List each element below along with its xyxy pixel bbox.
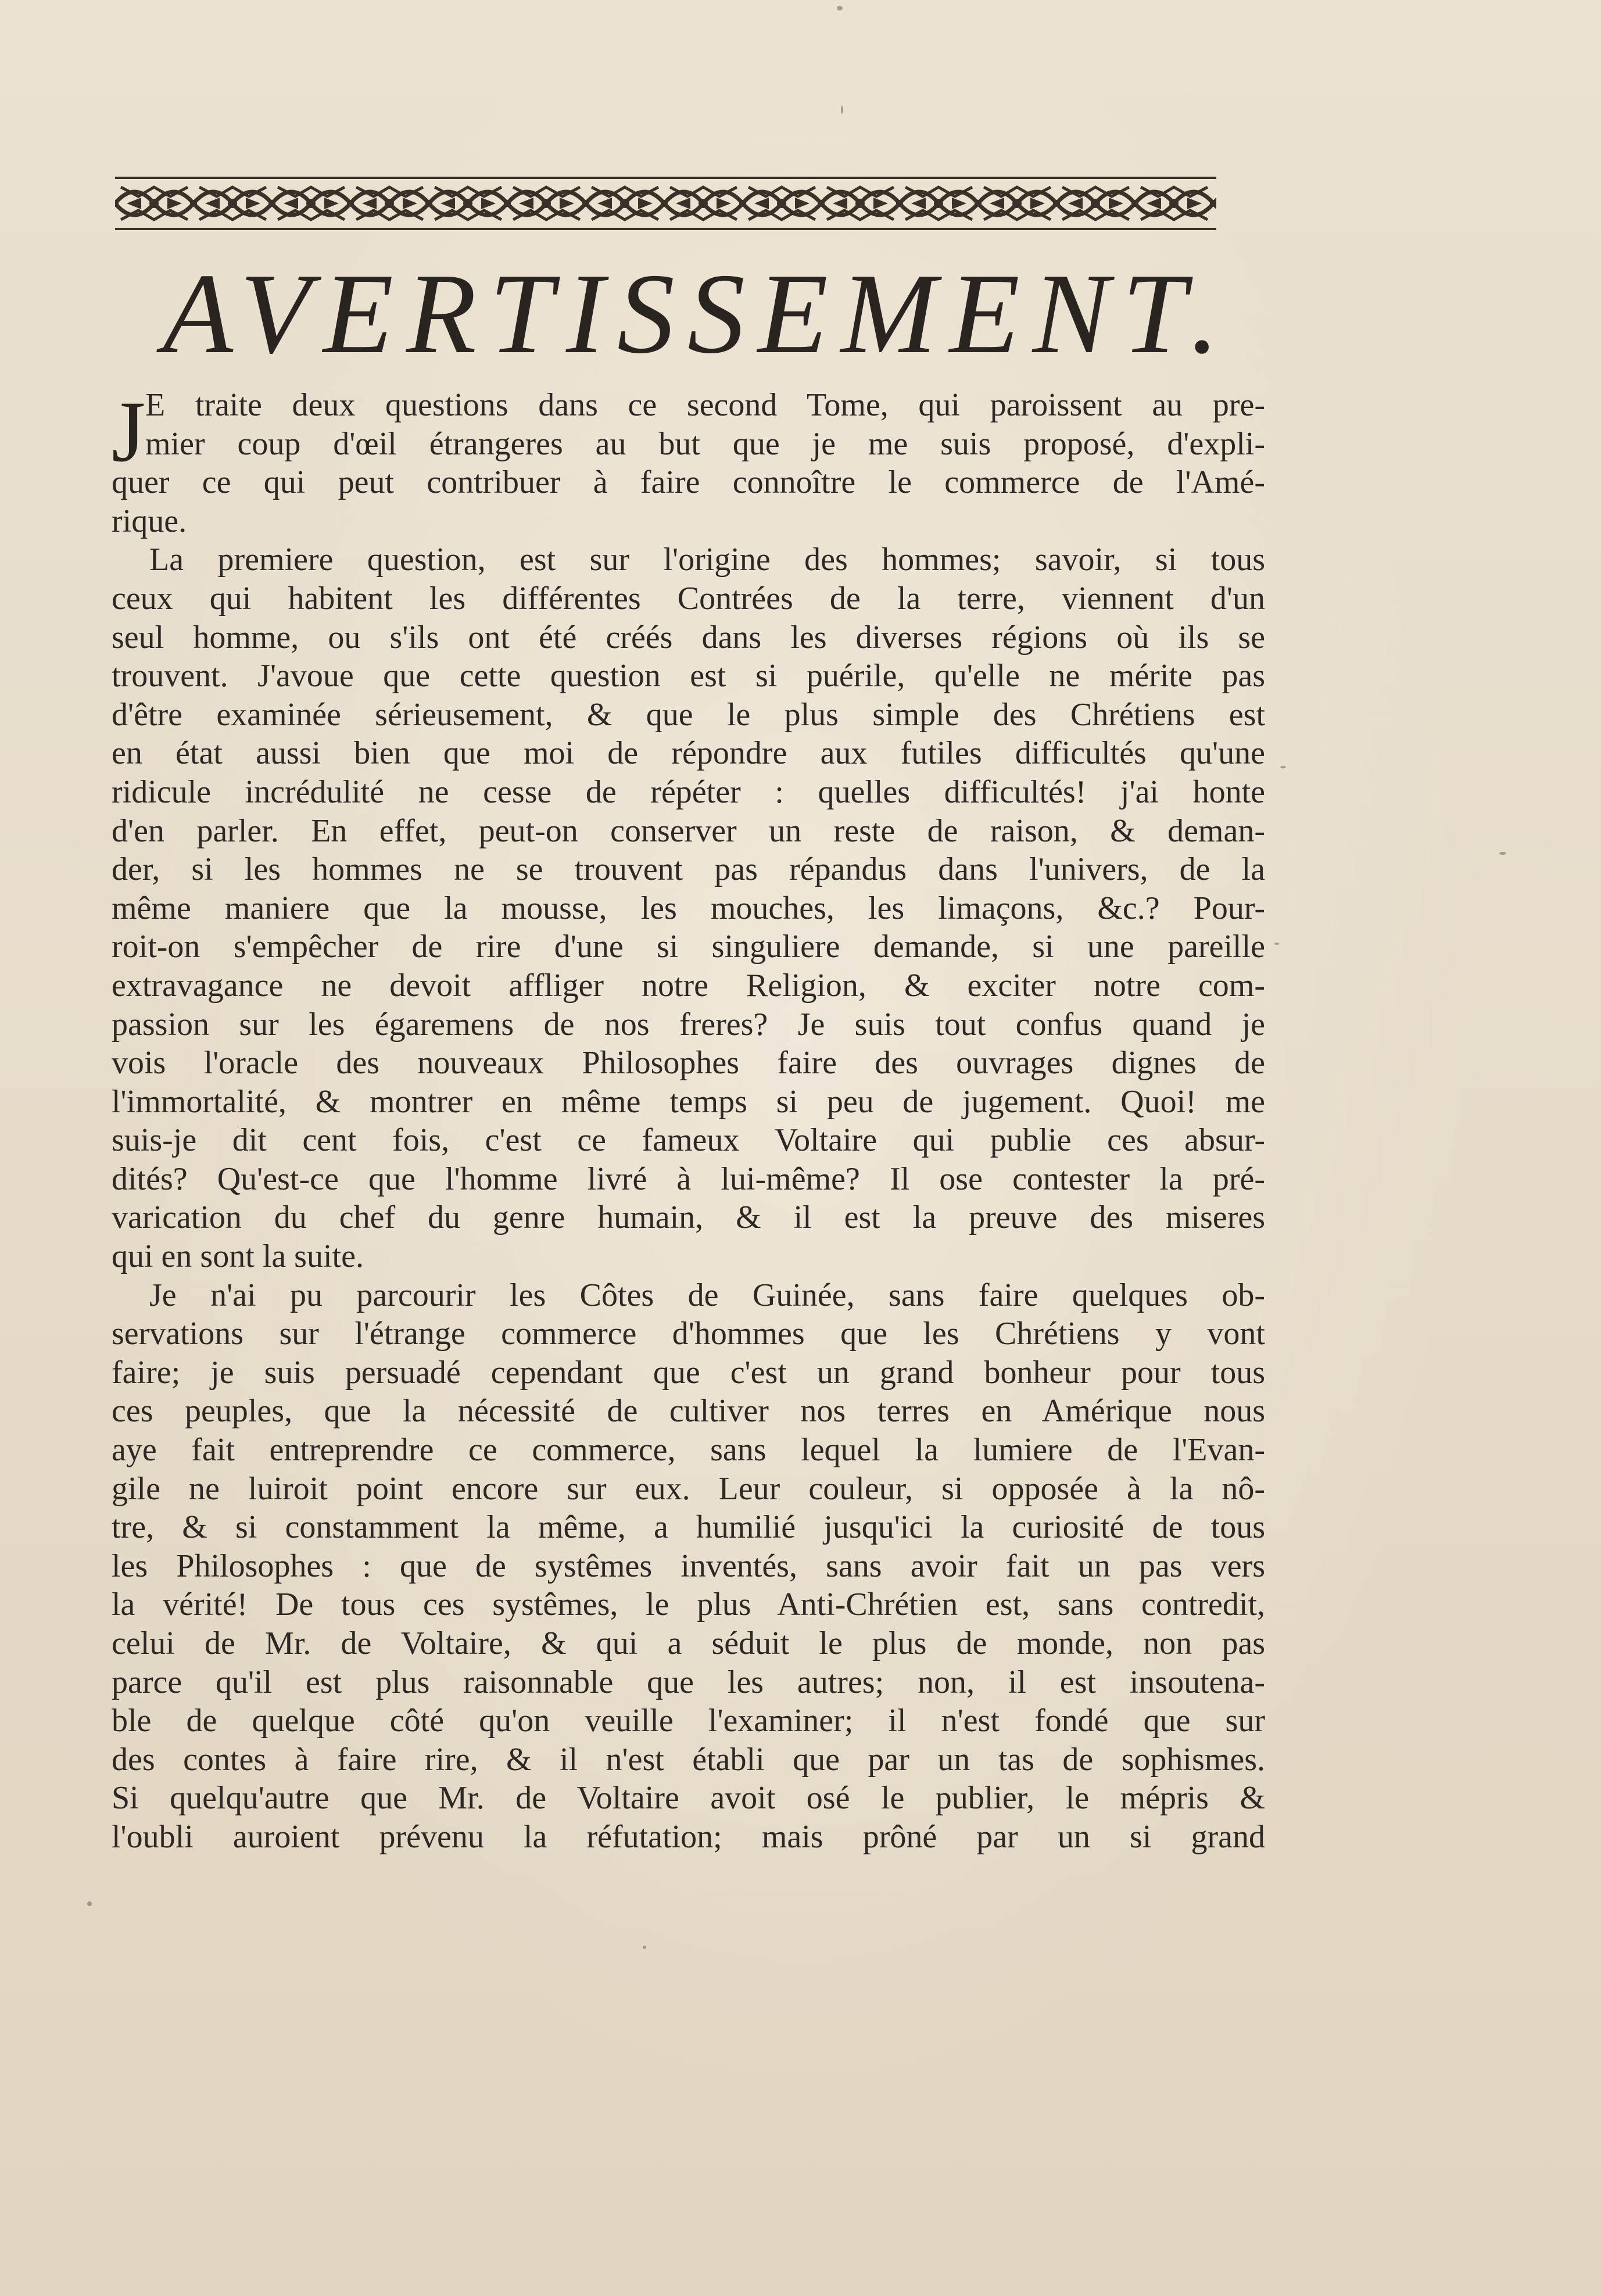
text-line: Je n'ai pu parcourir les Côtes de Guinée, sans faire quelques ob-	[149, 1277, 1265, 1313]
text-line: des contes à faire rire, & il n'est établi que par un tas de sophismes.	[112, 1741, 1265, 1778]
text-line: seul homme, ou s'ils ont été créés dans les diverses régions où ils se	[112, 619, 1265, 656]
text-line: l'oubli auroient prévenu la réfutation; mais prôné par un si grand	[112, 1818, 1265, 1855]
paper-speck	[1499, 852, 1506, 855]
text-line: Si quelqu'autre que Mr. de Voltaire avoit osé le publier, le mépris &	[112, 1780, 1265, 1817]
text-line: faire; je suis persuadé cependant que c'est un grand bonheur pour tous	[112, 1354, 1265, 1391]
text-line: ces peuples, que la nécessité de cultiver nos terres en Amérique nous	[112, 1393, 1265, 1430]
text-line: passion sur les égaremens de nos freres? Je suis tout confus quand je	[112, 1006, 1265, 1043]
text-line: trouvent. J'avoue que cette question est si puérile, qu'elle ne mérite pas	[112, 658, 1265, 694]
text-line: gile ne luiroit point encore sur eux. Leur couleur, si opposée à la nô-	[112, 1470, 1265, 1507]
text-line: dités? Qu'est-ce que l'homme livré à lui-même? Il ose contester la pré-	[112, 1160, 1265, 1197]
text-line: vois l'oracle des nouveaux Philosophes faire des ouvrages dignes de	[112, 1045, 1265, 1081]
paper-speck	[837, 6, 843, 10]
paper-speck	[87, 1901, 92, 1906]
text-line: E traite deux questions dans ce second Tome, qui paroissent au pre-	[145, 387, 1265, 423]
text-line: roit-on s'empêcher de rire d'une si singuliere demande, si une pareille	[112, 929, 1265, 965]
paper-speck	[643, 1946, 646, 1949]
text-line: mier coup d'œil étrangeres au but que je me suis proposé, d'expli-	[145, 425, 1265, 462]
text-line: quer ce qui peut contribuer à faire connoître le commerce de l'Amé-	[112, 464, 1265, 501]
paper-speck	[841, 106, 843, 114]
text-line: même maniere que la mousse, les mouches, les limaçons, &c.? Pour-	[112, 890, 1265, 926]
text-line: suis-je dit cent fois, c'est ce fameux Voltaire qui publie ces absur-	[112, 1122, 1265, 1159]
text-line: celui de Mr. de Voltaire, & qui a séduit le plus de monde, non pas	[112, 1625, 1265, 1661]
text-line: l'immortalité, & montrer en même temps si peu de jugement. Quoi! me	[112, 1083, 1265, 1120]
page-title: AVERTISSEMENT.	[163, 250, 1232, 377]
text-line: la vérité! De tous ces systêmes, le plus Anti-Chrétien est, sans contredit,	[112, 1586, 1265, 1623]
paper-speck	[1274, 943, 1279, 945]
text-line: en état aussi bien que moi de répondre aux futiles difficultés qu'une	[112, 735, 1265, 772]
text-line: qui en sont la suite.	[112, 1238, 364, 1275]
headpiece-ornament-icon	[115, 174, 1216, 232]
text-line: varication du chef du genre humain, & il est la preuve des miseres	[112, 1199, 1265, 1236]
drop-cap: J	[112, 384, 146, 480]
text-line: ridicule incrédulité ne cesse de répéter : quelles difficultés! j'ai honte	[112, 773, 1265, 810]
text-line: La premiere question, est sur l'origine des hommes; savoir, si tous	[149, 542, 1265, 578]
text-line: ble de quelque côté qu'on veuille l'examiner; il n'est fondé que sur	[112, 1703, 1265, 1739]
body-text	[112, 386, 1265, 1857]
text-line: tre, & si constamment la même, a humilié jusqu'ici la curiosité de tous	[112, 1509, 1265, 1546]
text-line: les Philosophes : que de systêmes inventés, sans avoir fait un pas vers	[112, 1548, 1265, 1584]
text-line: ceux qui habitent les différentes Contrées de la terre, viennent d'un	[112, 580, 1265, 617]
text-line: d'être examinée sérieusement, & que le plus simple des Chrétiens est	[112, 696, 1265, 733]
text-line: extravagance ne devoit affliger notre Religion, & exciter notre com-	[112, 967, 1265, 1004]
text-line: parce qu'il est plus raisonnable que les autres; non, il est insoutena-	[112, 1664, 1265, 1700]
text-line: d'en parler. En effet, peut-on conserver un reste de raison, & deman-	[112, 812, 1265, 849]
paper-speck	[1280, 766, 1286, 768]
text-line: servations sur l'étrange commerce d'hommes que les Chrétiens y vont	[112, 1316, 1265, 1352]
text-line: aye fait entreprendre ce commerce, sans lequel la lumiere de l'Evan-	[112, 1432, 1265, 1468]
text-line: rique.	[112, 503, 187, 539]
text-line: der, si les hommes ne se trouvent pas répandus dans l'univers, de la	[112, 851, 1265, 888]
